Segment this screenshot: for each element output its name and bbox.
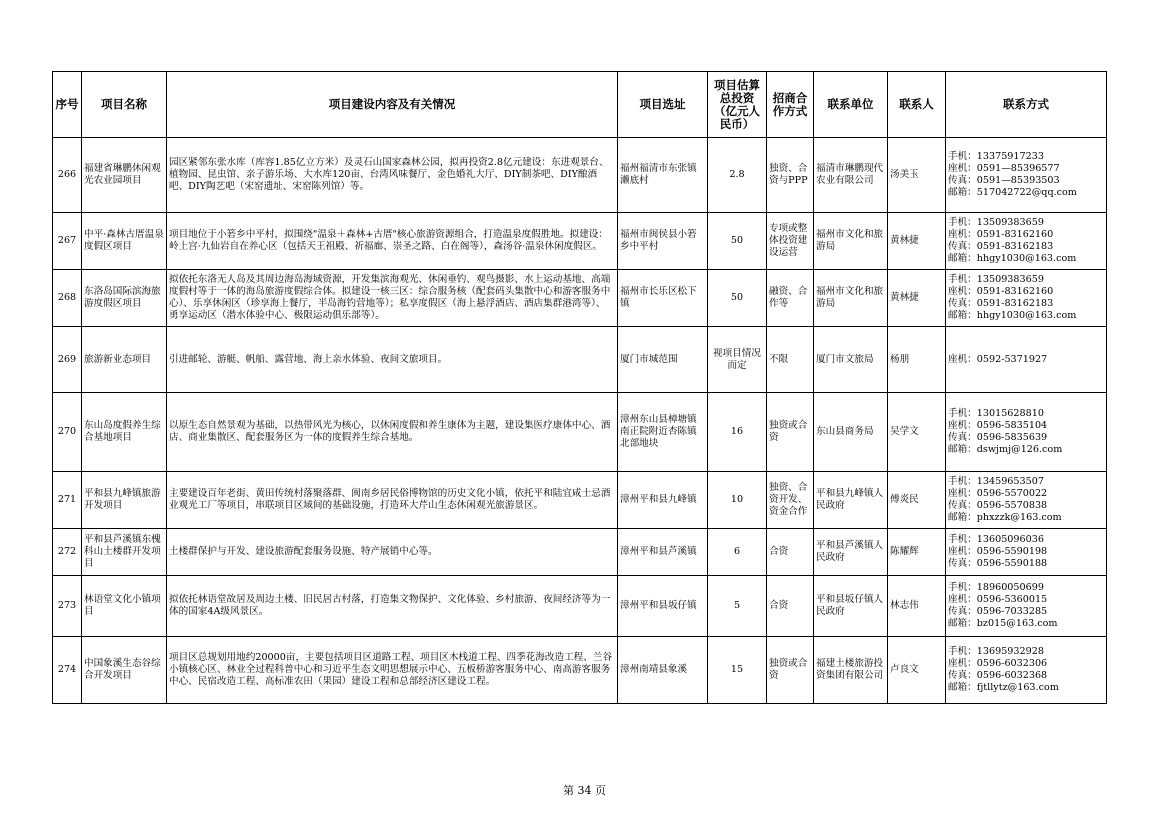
cell-mode: 专项或整体投资建设运营 — [767, 213, 814, 270]
cell-seq: 270 — [53, 393, 82, 472]
cell-mode: 独资或合资 — [767, 637, 814, 704]
cell-person: 吴学文 — [888, 393, 946, 472]
cell-location: 厦门市城范围 — [618, 327, 708, 393]
table-row — [53, 327, 1107, 393]
header-content: 项目建设内容及有关情况 — [167, 72, 618, 138]
project-table — [52, 71, 1107, 704]
table-row — [53, 270, 1107, 327]
contact-line: 座机：0596-5835104 — [948, 420, 1048, 431]
cell-content: 主要建设百年老街、黄田传统村落聚落群、闽南乡居民俗博物馆的历史文化小镇，依托平和陆宜咸士忌酒业观光工厂等项目，串联项目区域间的基础设施，打造环大芹山生态休闲观光旅游景区。 — [167, 472, 618, 529]
contact-line: 手机：13605096036 — [948, 534, 1044, 545]
contact-line: 座机：0596-5570022 — [948, 488, 1048, 499]
contact-line: 手机：13509383659 — [948, 217, 1044, 228]
cell-seq: 273 — [53, 576, 82, 637]
contact-line: 邮箱：bz015@163.com — [948, 618, 1058, 629]
cell-investment: 15 — [708, 637, 767, 704]
contact-line: 传真：0591-83162183 — [948, 241, 1054, 252]
cell-investment: 50 — [708, 213, 767, 270]
cell-seq: 267 — [53, 213, 82, 270]
contact-line: 传真：0591—85393503 — [948, 175, 1060, 186]
cell-location: 漳州南靖县象溪 — [618, 637, 708, 704]
contact-line: 传真：0596-6032368 — [948, 670, 1048, 681]
contact-line: 邮箱：hhgy1030@163.com — [948, 310, 1077, 321]
cell-mode: 独资、合资开发、资金合作 — [767, 472, 814, 529]
cell-contact — [946, 213, 1107, 270]
cell-unit: 厦门市文旅局 — [814, 327, 888, 393]
cell-unit: 平和县九峰镇人民政府 — [814, 472, 888, 529]
cell-name: 福建省琳鹏休闲观光农业园项目 — [82, 138, 167, 213]
cell-seq: 269 — [53, 327, 82, 393]
cell-person: 汤美玉 — [888, 138, 946, 213]
table-row — [53, 529, 1107, 576]
contact-line: 座机：0596-6032306 — [948, 658, 1048, 669]
cell-content: 拟依托东洛无人岛及其周边海岛海域资源，开发集滨海观光、休闲垂钓、观鸟摄影、水上运动基地、高端度假村等于一体的海岛旅游度假综合体。拟建设一核三区：综合服务核（配套码头集散中心和游客服务中心）、乐享休闲区（珍享海上餐厅，半岛海钓营地等）；私享度假区（海上悬浮酒店、酒店集群港湾等）、勇享运动区（潜水体验中心、极限运动俱乐部等）。 — [167, 270, 618, 327]
contact-line: 手机：13509383659 — [948, 274, 1044, 285]
cell-unit: 福建土楼旅游投资集团有限公司 — [814, 637, 888, 704]
cell-person: 黄林捷 — [888, 270, 946, 327]
table-row — [53, 393, 1107, 472]
contact-line: 邮箱：dswjmj@126.com — [948, 444, 1063, 455]
contact-line: 座机：0596-5360015 — [948, 594, 1048, 605]
cell-person: 陈耀辉 — [888, 529, 946, 576]
cell-seq: 274 — [53, 637, 82, 704]
cell-name: 东山岛度假养生综合基地项目 — [82, 393, 167, 472]
contact-line: 传真：0596-5570838 — [948, 500, 1048, 511]
cell-contact — [946, 576, 1107, 637]
cell-contact — [946, 637, 1107, 704]
contact-line: 传真：0596-7033285 — [948, 606, 1048, 617]
cell-person: 黄林捷 — [888, 213, 946, 270]
table-row — [53, 213, 1107, 270]
cell-content: 园区紧邻东张水库（库容1.85亿立方米）及灵石山国家森林公园，拟再投资2.8亿元建设：东进观景台、植物园、昆虫馆、亲子游乐场、大水库120亩、台湾风味餐厅、金色婚礼大厅、DIY制茶吧、DIY酿酒吧、DIY陶艺吧（宋窑遗址、宋窑陈列馆）等。 — [167, 138, 618, 213]
cell-mode: 合资 — [767, 529, 814, 576]
cell-contact — [946, 138, 1107, 213]
header-row — [53, 72, 1107, 138]
cell-person: 卢良文 — [888, 637, 946, 704]
contact-line: 座机：0592-5371927 — [948, 353, 1048, 365]
cell-investment: 2.8 — [708, 138, 767, 213]
header-unit: 联系单位 — [814, 72, 888, 138]
cell-location: 漳州平和县坂仔镇 — [618, 576, 708, 637]
cell-investment: 6 — [708, 529, 767, 576]
contact-line: 传真：0591-83162183 — [948, 298, 1054, 309]
contact-line: 座机：0596-5590198 — [948, 546, 1048, 557]
cell-contact — [946, 393, 1107, 472]
cell-location: 漳州平和县芦溪镇 — [618, 529, 708, 576]
cell-unit: 东山县商务局 — [814, 393, 888, 472]
cell-person: 傅炎民 — [888, 472, 946, 529]
cell-seq: 271 — [53, 472, 82, 529]
contact-line: 手机：13375917233 — [948, 151, 1044, 162]
cell-name: 中国象溪生态谷综合开发项目 — [82, 637, 167, 704]
cell-mode: 独资、合资与PPP — [767, 138, 814, 213]
cell-mode: 融资、合作等 — [767, 270, 814, 327]
cell-seq: 266 — [53, 138, 82, 213]
cell-location: 漳州平和县九峰镇 — [618, 472, 708, 529]
contact-line: 邮箱：fjtllytz@163.com — [948, 682, 1059, 693]
contact-line: 传真：0596-5590188 — [948, 558, 1048, 569]
contact-line: 邮箱：hhgy1030@163.com — [948, 253, 1077, 264]
cell-location: 漳州东山县樟塘镇南正院附近杏陈镇北部地块 — [618, 393, 708, 472]
cell-contact — [946, 529, 1107, 576]
header-investment: 项目估算总投资（亿元人民币） — [708, 72, 767, 138]
cell-investment: 16 — [708, 393, 767, 472]
cell-seq: 268 — [53, 270, 82, 327]
contact-line: 邮箱：517042722@qq.com — [948, 187, 1077, 198]
cell-content: 土楼群保护与开发、建设旅游配套服务设施、特产展销中心等。 — [167, 529, 618, 576]
cell-name: 平和县芦溪镇东槐科山土楼群开发项目 — [82, 529, 167, 576]
contact-line: 手机：13695932928 — [948, 646, 1044, 657]
contact-line: 座机：0591-83162160 — [948, 286, 1054, 297]
cell-contact — [946, 327, 1107, 393]
cell-mode: 独资或合资 — [767, 393, 814, 472]
contact-line: 座机：0591-83162160 — [948, 229, 1054, 240]
header-location: 项目选址 — [618, 72, 708, 138]
cell-content: 拟依托林语堂故居及周边土楼、旧民居古村落，打造集文物保护、文化体验、乡村旅游、夜间经济等为一体的国家4A级风景区。 — [167, 576, 618, 637]
cell-content: 以原生态自然景观为基础，以热带风光为核心，以休闲度假和养生康体为主题，建设集医疗康体中心、酒店、商业集散区、配套服务区为一体的度假养生综合基地。 — [167, 393, 618, 472]
cell-mode: 不限 — [767, 327, 814, 393]
page-number: 第 34 页 — [563, 784, 606, 797]
header-name: 项目名称 — [82, 72, 167, 138]
cell-name: 中平·森林古厝温泉度假区项目 — [82, 213, 167, 270]
header-seq: 序号 — [53, 72, 82, 138]
cell-name: 东洛岛国际滨海旅游度假区项目 — [82, 270, 167, 327]
contact-line: 手机：13459653507 — [948, 476, 1044, 487]
header-mode: 招商合作方式 — [767, 72, 814, 138]
contact-line: 手机：18960050699 — [948, 582, 1044, 593]
cell-investment: 视项目情况而定 — [708, 327, 767, 393]
table-row — [53, 637, 1107, 704]
cell-unit: 平和县芦溪镇人民政府 — [814, 529, 888, 576]
cell-unit: 福州市文化和旅游局 — [814, 213, 888, 270]
cell-contact — [946, 270, 1107, 327]
cell-content: 引进邮轮、游艇、帆船、露营地、海上亲水体验、夜间文旅项目。 — [167, 327, 618, 393]
cell-unit: 平和县坂仔镇人民政府 — [814, 576, 888, 637]
cell-investment: 5 — [708, 576, 767, 637]
cell-content: 项目地位于小箬乡中平村，拟围绕"温泉＋森林+古厝"核心旅游资源组合，打造温泉度假胜地。拟建设：岭上宫·九仙岩自在养心区（包括天王祖殿、祈福廊、崇圣之路、白在阁等），森汤谷·温泉休闲度假区。 — [167, 213, 618, 270]
cell-location: 福州市长乐区松下镇 — [618, 270, 708, 327]
cell-contact — [946, 472, 1107, 529]
cell-investment: 50 — [708, 270, 767, 327]
table-body — [53, 138, 1107, 704]
cell-unit: 福清市琳鹏现代农业有限公司 — [814, 138, 888, 213]
cell-investment: 10 — [708, 472, 767, 529]
cell-name: 林语堂文化小镇项目 — [82, 576, 167, 637]
contact-line: 座机：0591—85396577 — [948, 163, 1060, 174]
contact-line: 传真：0596-5835639 — [948, 432, 1048, 443]
cell-unit: 福州市文化和旅游局 — [814, 270, 888, 327]
cell-name: 平和县九峰镇旅游开发项目 — [82, 472, 167, 529]
cell-person: 林志伟 — [888, 576, 946, 637]
cell-person: 杨朋 — [888, 327, 946, 393]
cell-name: 旅游新业态项目 — [82, 327, 167, 393]
header-person: 联系人 — [888, 72, 946, 138]
header-contact: 联系方式 — [946, 72, 1107, 138]
cell-location: 福州市闽侯县小箬乡中平村 — [618, 213, 708, 270]
cell-location: 福州福清市东张镇濑底村 — [618, 138, 708, 213]
table-row — [53, 138, 1107, 213]
contact-line: 手机：13015628810 — [948, 408, 1044, 419]
contact-line: 邮箱：phxzzk@163.com — [948, 512, 1062, 523]
cell-seq: 272 — [53, 529, 82, 576]
table-row — [53, 576, 1107, 637]
cell-content: 项目区总规划用地约20000亩，主要包括项目区道路工程、项目区木栈道工程、四季花海改造工程、兰谷小镇核心区、林业全过程科普中心和习近平生态文明思想展示中心、五板桥游客服务中心、南高游客服务中心、民宿改造工程、高标准农田（果园）建设工程和总部经济区建设工程。 — [167, 637, 618, 704]
cell-mode: 合资 — [767, 576, 814, 637]
table-row — [53, 472, 1107, 529]
